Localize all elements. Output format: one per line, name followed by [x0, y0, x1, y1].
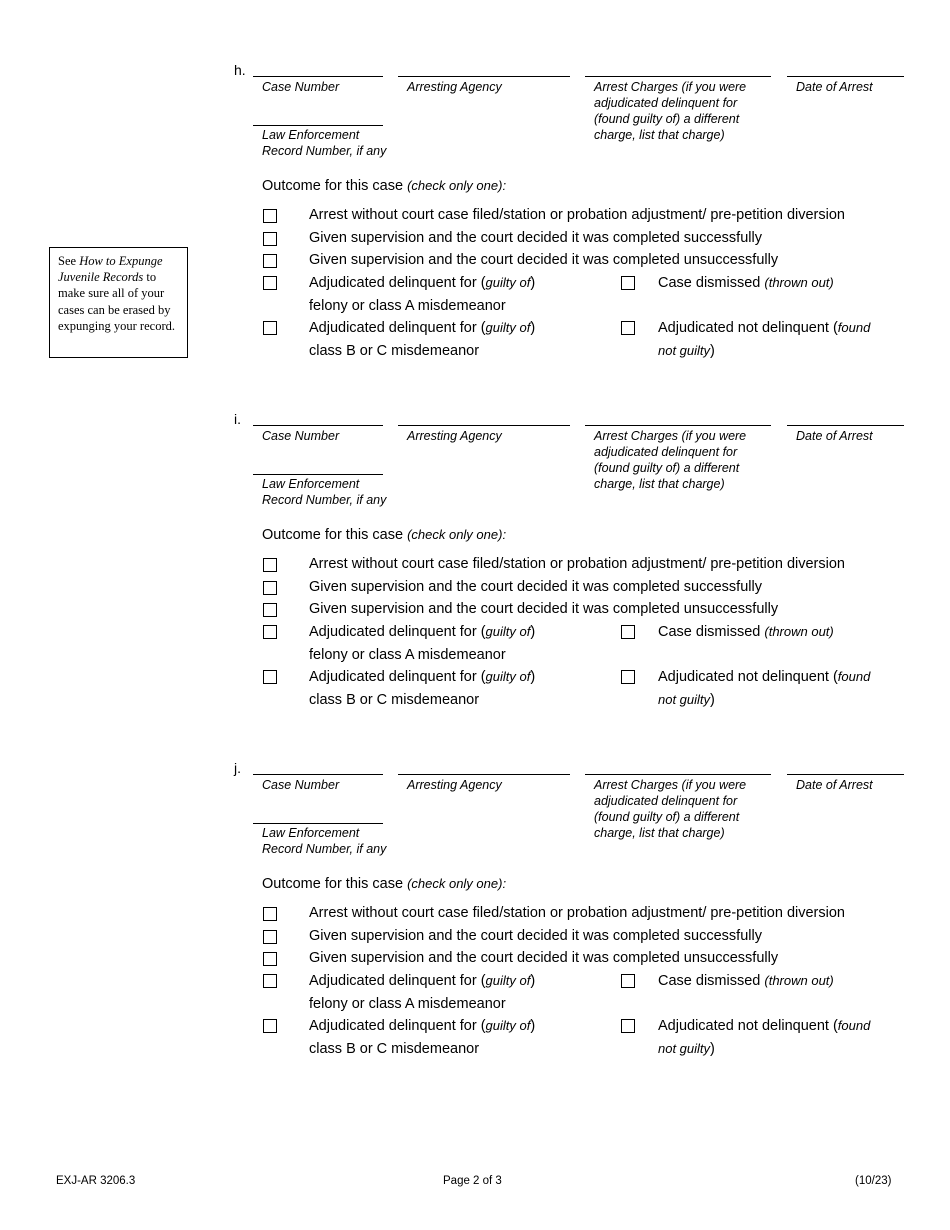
case-number-label: Case Number	[262, 80, 340, 94]
felony-text: felony or class A misdemeanor	[309, 995, 506, 1012]
option-dismissed	[658, 970, 834, 993]
date-of-arrest-line[interactable]	[787, 76, 904, 77]
found-text: found	[837, 1018, 871, 1033]
guilty-of: guilty of	[485, 275, 531, 290]
checkbox-adj-felony[interactable]	[263, 276, 277, 290]
sidebar-note-text-after: to make sure all of your cases can be erased by expunging your record.	[58, 270, 175, 333]
arrest-charges-line[interactable]	[585, 425, 771, 426]
case-number-label: Case Number	[262, 429, 340, 443]
section-letter: j.	[234, 760, 241, 776]
outcome-heading	[262, 178, 506, 194]
arrest-charges-label: Arrest Charges (if you were adjudicated delinquent for (found guilty of) a different charge, list that charge)	[594, 80, 747, 142]
option-supervision-success: Given supervision and the court decided it was completed successfully	[309, 230, 762, 246]
guilty-of: guilty of	[485, 624, 531, 639]
option-adj-class-bc	[309, 1015, 589, 1060]
law-enforcement-label: Law Enforcement Record Number, if any	[262, 826, 387, 856]
date-of-arrest-line[interactable]	[787, 425, 904, 426]
form-revision: (10/23)	[855, 1175, 892, 1187]
case-number-label: Case Number	[262, 778, 340, 792]
arresting-agency-label: Arresting Agency	[407, 429, 502, 443]
date-of-arrest-label: Date of Arrest	[796, 778, 873, 792]
option-supervision-fail: Given supervision and the court decided it was completed unsuccessfully	[309, 950, 779, 966]
checkbox-supervision-success[interactable]	[263, 232, 277, 246]
close-paren: )	[530, 1018, 536, 1034]
option-supervision-fail: Given supervision and the court decided it was completed unsuccessfully	[309, 601, 779, 617]
checkbox-not-delinquent[interactable]	[621, 321, 635, 335]
arrest-charges-label: Arrest Charges (if you were adjudicated delinquent for (found guilty of) a different charge, list that charge)	[594, 778, 747, 840]
adj-prefix: Adjudicated delinquent for (	[309, 973, 486, 989]
close-paren: )	[710, 342, 715, 359]
arrest-charges-label: Arrest Charges (if you were adjudicated delinquent for (found guilty of) a different charge, list that charge)	[594, 429, 747, 491]
thrown-out: (thrown out)	[764, 275, 834, 290]
sidebar-note-text: See	[58, 254, 80, 268]
checkbox-adj-felony[interactable]	[263, 974, 277, 988]
outcome-label: Outcome for this case	[262, 876, 408, 892]
checkbox-arrest-without[interactable]	[263, 209, 277, 223]
checkbox-adj-class-bc[interactable]	[263, 1019, 277, 1033]
close-paren: )	[530, 320, 536, 336]
close-paren: )	[530, 669, 536, 685]
option-dismissed	[658, 621, 834, 644]
checkbox-supervision-fail[interactable]	[263, 254, 277, 268]
checkbox-adj-class-bc[interactable]	[263, 670, 277, 684]
arresting-agency-label: Arresting Agency	[407, 80, 502, 94]
law-enforcement-line[interactable]	[253, 125, 383, 126]
section-letter: h.	[234, 62, 246, 78]
date-of-arrest-label: Date of Arrest	[796, 80, 873, 94]
not-delinquent-text: Adjudicated not delinquent (	[658, 320, 838, 336]
date-of-arrest-label: Date of Arrest	[796, 429, 873, 443]
date-of-arrest-line[interactable]	[787, 774, 904, 775]
class-bc-text: class B or C misdemeanor	[309, 342, 480, 359]
arresting-agency-line[interactable]	[398, 76, 570, 77]
checkbox-dismissed[interactable]	[621, 625, 635, 639]
not-guilty-text: not guilty	[658, 342, 711, 358]
option-arrest-without: Arrest without court case filed/station or probation adjustment/ pre-petition diversion	[309, 905, 845, 921]
page-number: Page 2 of 3	[443, 1175, 502, 1187]
class-bc-text: class B or C misdemeanor	[309, 691, 480, 708]
found-text: found	[837, 669, 871, 684]
thrown-out: (thrown out)	[764, 624, 834, 639]
option-supervision-success: Given supervision and the court decided it was completed successfully	[309, 579, 762, 595]
adj-prefix: Adjudicated delinquent for (	[309, 669, 486, 685]
option-not-delinquent	[658, 666, 918, 711]
arresting-agency-line[interactable]	[398, 774, 570, 775]
option-adj-class-bc	[309, 666, 589, 711]
case-number-line[interactable]	[253, 76, 383, 77]
checkbox-dismissed[interactable]	[621, 276, 635, 290]
case-number-line[interactable]	[253, 425, 383, 426]
option-supervision-fail: Given supervision and the court decided it was completed unsuccessfully	[309, 252, 779, 268]
close-paren: )	[530, 275, 536, 291]
sidebar-note-title: How to Expunge Juvenile Records	[58, 254, 163, 285]
checkbox-supervision-fail[interactable]	[263, 952, 277, 966]
arresting-agency-line[interactable]	[398, 425, 570, 426]
not-delinquent-text: Adjudicated not delinquent (	[658, 1018, 838, 1034]
not-delinquent-text: Adjudicated not delinquent (	[658, 669, 838, 685]
close-paren: )	[530, 624, 536, 640]
close-paren: )	[710, 1040, 715, 1057]
option-supervision-success: Given supervision and the court decided it was completed successfully	[309, 928, 762, 944]
felony-text: felony or class A misdemeanor	[309, 646, 506, 663]
checkbox-not-delinquent[interactable]	[621, 670, 635, 684]
option-arrest-without: Arrest without court case filed/station or probation adjustment/ pre-petition diversion	[309, 207, 845, 223]
dismissed-text: Case dismissed	[658, 973, 765, 989]
option-not-delinquent	[658, 317, 918, 362]
thrown-out: (thrown out)	[764, 973, 834, 988]
option-adj-class-bc	[309, 317, 589, 362]
outcome-note: (check only one):	[407, 527, 507, 542]
law-enforcement-line[interactable]	[253, 474, 383, 475]
law-enforcement-line[interactable]	[253, 823, 383, 824]
not-guilty-text: not guilty	[658, 691, 711, 707]
outcome-note: (check only one):	[407, 178, 507, 193]
option-arrest-without: Arrest without court case filed/station or probation adjustment/ pre-petition diversion	[309, 556, 845, 572]
class-bc-text: class B or C misdemeanor	[309, 1040, 480, 1057]
guilty-of: guilty of	[485, 669, 531, 684]
outcome-heading	[262, 527, 506, 543]
checkbox-not-delinquent[interactable]	[621, 1019, 635, 1033]
outcome-label: Outcome for this case	[262, 178, 408, 194]
case-number-line[interactable]	[253, 774, 383, 775]
law-enforcement-label: Law Enforcement Record Number, if any	[262, 128, 387, 158]
guilty-of: guilty of	[485, 1018, 531, 1033]
adj-prefix: Adjudicated delinquent for (	[309, 320, 486, 336]
outcome-note: (check only one):	[407, 876, 507, 891]
guilty-of: guilty of	[485, 973, 531, 988]
law-enforcement-label: Law Enforcement Record Number, if any	[262, 477, 387, 507]
option-adj-felony	[309, 970, 589, 1015]
checkbox-supervision-success[interactable]	[263, 581, 277, 595]
checkbox-arrest-without[interactable]	[263, 558, 277, 572]
found-text: found	[837, 320, 871, 335]
dismissed-text: Case dismissed	[658, 275, 765, 291]
outcome-heading	[262, 876, 506, 892]
option-dismissed	[658, 272, 834, 295]
not-guilty-text: not guilty	[658, 1040, 711, 1056]
adj-prefix: Adjudicated delinquent for (	[309, 1018, 486, 1034]
option-not-delinquent	[658, 1015, 918, 1060]
close-paren: )	[710, 691, 715, 708]
case-section-h	[0, 62, 950, 395]
adj-prefix: Adjudicated delinquent for (	[309, 624, 486, 640]
outcome-label: Outcome for this case	[262, 527, 408, 543]
form-id: EXJ-AR 3206.3	[56, 1175, 136, 1187]
checkbox-supervision-fail[interactable]	[263, 603, 277, 617]
checkbox-adj-felony[interactable]	[263, 625, 277, 639]
option-adj-felony	[309, 272, 589, 317]
dismissed-text: Case dismissed	[658, 624, 765, 640]
arrest-charges-line[interactable]	[585, 774, 771, 775]
checkbox-arrest-without[interactable]	[263, 907, 277, 921]
section-letter: i.	[234, 411, 241, 427]
arresting-agency-label: Arresting Agency	[407, 778, 502, 792]
checkbox-dismissed[interactable]	[621, 974, 635, 988]
case-section-j	[0, 760, 950, 1093]
adj-prefix: Adjudicated delinquent for (	[309, 275, 486, 291]
felony-text: felony or class A misdemeanor	[309, 297, 506, 314]
guilty-of: guilty of	[485, 320, 531, 335]
arrest-charges-line[interactable]	[585, 76, 771, 77]
close-paren: )	[530, 973, 536, 989]
checkbox-adj-class-bc[interactable]	[263, 321, 277, 335]
option-adj-felony	[309, 621, 589, 666]
case-section-i	[0, 411, 950, 744]
checkbox-supervision-success[interactable]	[263, 930, 277, 944]
